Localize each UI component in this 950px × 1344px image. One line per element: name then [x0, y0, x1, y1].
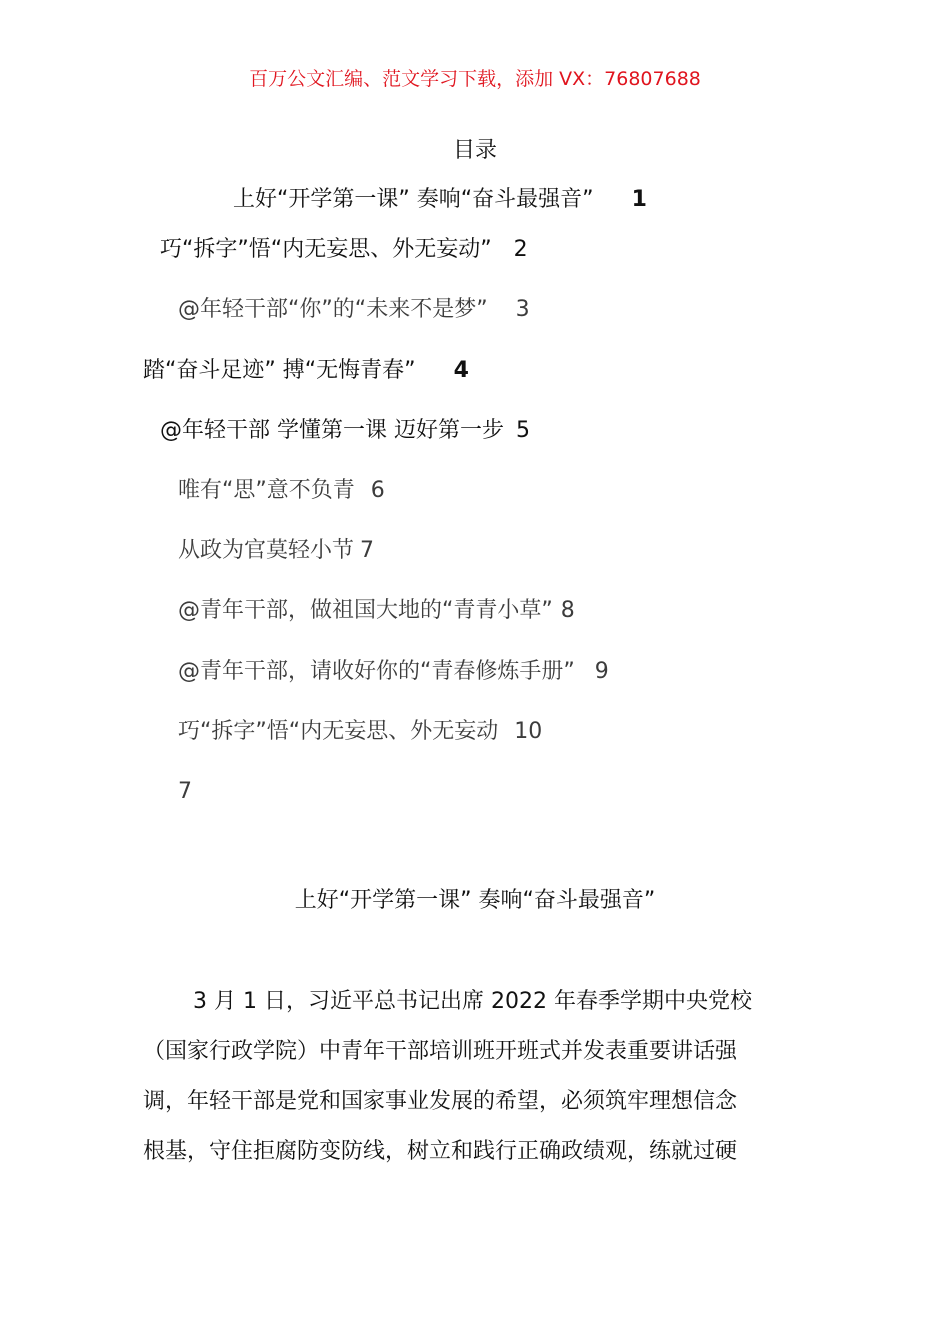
toc-entry[interactable]	[178, 721, 542, 743]
toc-entry-text: 巧“拆字”悟“内无妄思、外无妄动	[178, 719, 499, 744]
toc-entry-page: 1	[631, 187, 647, 212]
toc-entry-text: 上好“开学第一课” 奏响“奋斗最强音”	[233, 187, 594, 212]
toc-entry-page: 4	[453, 358, 469, 383]
toc-entry-page: 7	[178, 779, 192, 804]
toc-entry-text: 踏“奋斗足迹” 搏“无悔青春”	[143, 358, 416, 383]
toc-entry-text: 巧“拆字”悟“内无妄思、外无妄动”	[160, 237, 492, 262]
toc-entry-page: 9	[594, 659, 609, 684]
toc-entry-page: 7	[360, 538, 375, 563]
toc-entry[interactable]	[160, 239, 528, 261]
body-paragraph	[143, 977, 807, 1177]
section-title: 上好“开学第一课” 奏响“奋斗最强音”	[294, 888, 656, 913]
toc-entry-page: 6	[370, 478, 385, 503]
toc-entry[interactable]	[233, 189, 647, 211]
paragraph-line: （国家行政学院）中青年干部培训班开班式并发表重要讲话强	[143, 1039, 738, 1064]
toc-entry-text: 从政为官莫轻小节	[178, 538, 355, 563]
toc-entry-page: 3	[515, 297, 530, 322]
toc-entry[interactable]	[160, 420, 530, 442]
toc-entry[interactable]	[178, 781, 192, 803]
toc-title: 目录	[452, 138, 497, 163]
toc-entry[interactable]	[143, 360, 469, 382]
toc-entry-text: @年轻干部 学懂第一课 迈好第一步	[160, 418, 504, 443]
toc-entry[interactable]	[178, 480, 385, 502]
toc-entry-text: @年轻干部“你”的“未来不是梦”	[178, 297, 488, 322]
toc-entry-page: 10	[514, 719, 543, 744]
paragraph-line: 3 月 1 日，习近平总书记出席 2022 年春季学期中央党校	[193, 989, 752, 1014]
toc-entry-page: 5	[516, 418, 530, 443]
paragraph-line: 调，年轻干部是党和国家事业发展的希望，必须筑牢理想信念	[143, 1089, 738, 1114]
toc-entry-text: @青年干部，做祖国大地的“青青小草”	[178, 598, 553, 623]
toc-entry-text: @青年干部，请收好你的“青春修炼手册”	[178, 659, 575, 684]
toc-entry-page: 2	[513, 237, 528, 262]
toc-entry[interactable]	[178, 600, 575, 622]
watermark-banner: 百万公文汇编、范文学习下载，添加 VX：76807688	[249, 68, 701, 90]
toc-entry[interactable]	[178, 661, 609, 683]
toc-entry[interactable]	[178, 540, 374, 562]
toc-entry[interactable]	[178, 299, 530, 321]
paragraph-line: 根基，守住拒腐防变防线，树立和践行正确政绩观，练就过硬	[143, 1139, 738, 1164]
toc-entry-page: 8	[560, 598, 575, 623]
toc-entry-text: 唯有“思”意不负青	[178, 478, 355, 503]
